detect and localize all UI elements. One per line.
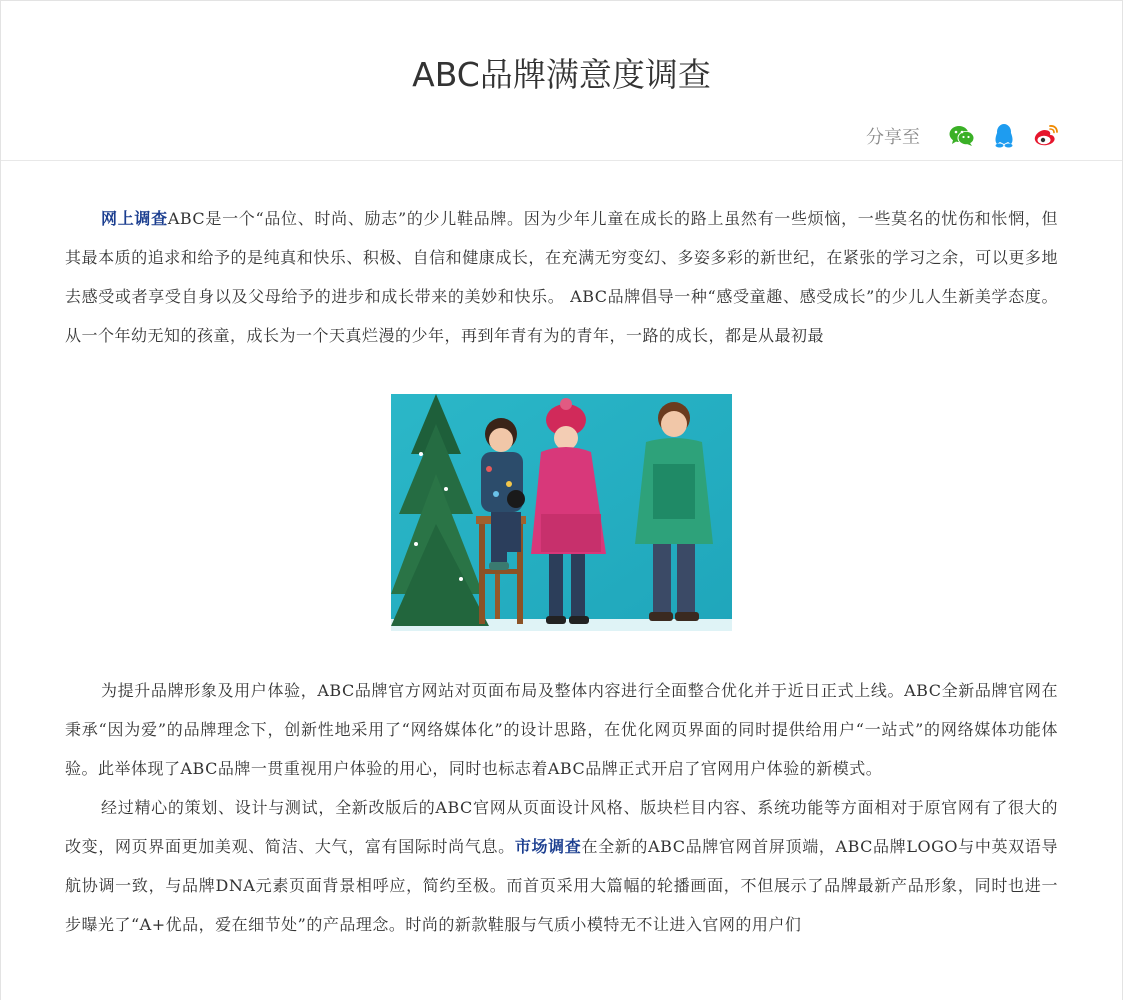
keyword-link-survey[interactable]: 网上调查 bbox=[101, 209, 168, 228]
paragraph-redesign-text-b: 在全新的ABC品牌官网首屏顶端，ABC品牌LOGO与中英双语导航协调一致，与品牌DNA元素页面背景相呼应，简约至极。而首页采用大篇幅的轮播画面，不但展示了品牌最新产品形象，同时也进一步曝光了“A+优品，爱在细节处”的产品理念。时尚的新款鞋服与气质小模特无不让进入官网的用户们 bbox=[65, 837, 1058, 934]
page-title: ABC品牌满意度调查 bbox=[412, 55, 711, 94]
share-bar bbox=[866, 121, 1060, 151]
paragraph-intro-text: ABC是一个“品位、时尚、励志”的少儿鞋品牌。因为少年儿童在成长的路上虽然有一些烦恼，一些莫名的忧伤和怅惘，但其最本质的追求和给予的是纯真和快乐、积极、自信和健康成长，在充满无穷变幻、多姿多彩的新世纪，在紧张的学习之余，可以更多地去感受或者享受自身以及父母给予的进步和成长带来的美妙和快乐。 ABC品牌倡导一种“感受童趣、感受成长”的少儿人生新美学态度。 从一个年幼无知的孩童，成长为一个天真烂漫的少年，再到年青有为的青年，一路的成长，都是从最初最 bbox=[65, 209, 1058, 345]
wechat-icon[interactable] bbox=[948, 122, 976, 150]
paragraph-redesign-text-a: 经过精心的策划、设计与测试，全新改版后的ABC官网从页面设计风格、版块栏目内容、系统功能等方面相对于原官网有了很大的改变，网页界面更加美观、简洁、大气，富有国际时尚气息。 bbox=[65, 798, 1058, 856]
paragraph-upgrade: 为提升品牌形象及用户体验，ABC品牌官方网站对页面布局及整体内容进行全面整合优化并于近日正式上线。ABC全新品牌官网在秉承“因为爱”的品牌理念下，创新性地采用了“网络媒体化”的设计思路，在优化网页界面的同时提供给用户“一站式”的网络媒体功能体验。此举体现了ABC品牌一贯重视用户体验的用心，同时也标志着ABC品牌正式开启了官网用户体验的新模式。 bbox=[65, 681, 1058, 778]
share-label: 分享至 bbox=[866, 127, 920, 148]
page-header bbox=[1, 1, 1122, 161]
keyword-link-market-research[interactable]: 市场调查 bbox=[514, 837, 582, 856]
weibo-icon[interactable] bbox=[1032, 122, 1060, 150]
photo-container bbox=[65, 394, 1058, 631]
paragraph-redesign bbox=[65, 788, 1058, 944]
kids-fashion-photo bbox=[391, 394, 732, 631]
article-body bbox=[65, 199, 1058, 944]
qq-icon[interactable] bbox=[990, 122, 1018, 150]
paragraph-intro bbox=[65, 199, 1058, 355]
